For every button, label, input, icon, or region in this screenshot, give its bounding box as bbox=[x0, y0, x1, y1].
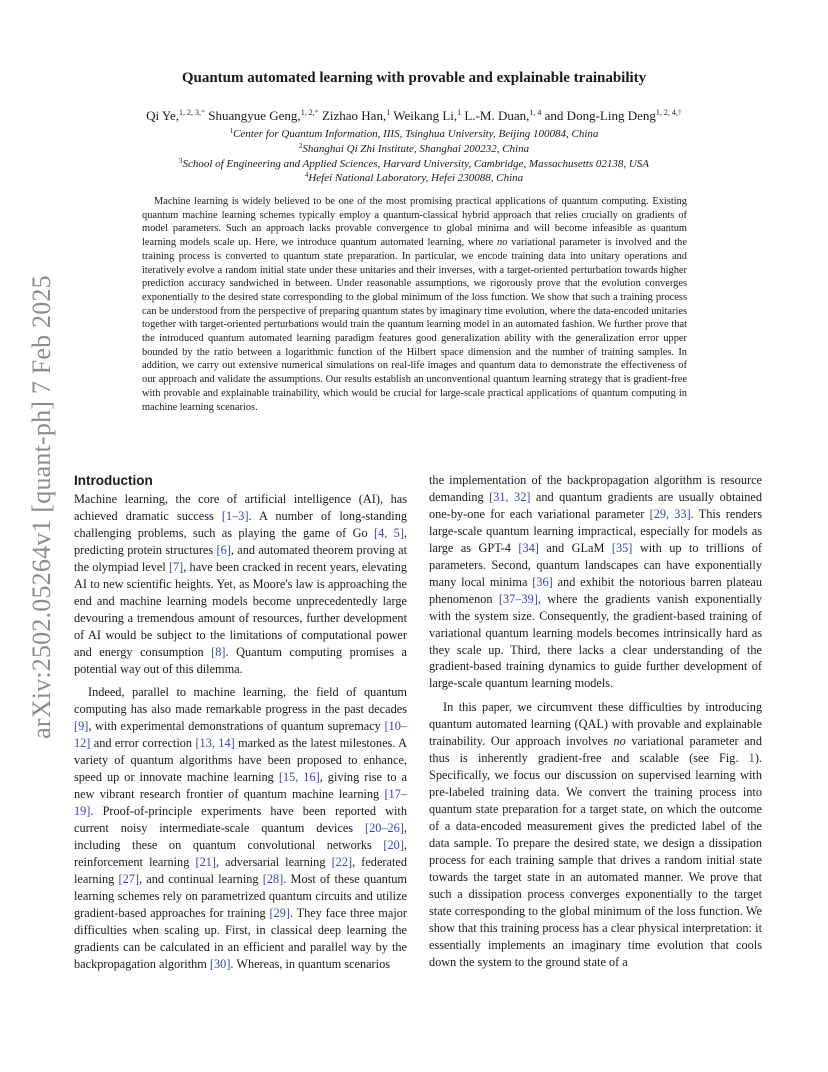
text-run: , giving rise to a new vibrant research frontier of quantum machine learning bbox=[74, 770, 408, 802]
citation-link[interactable]: [9] bbox=[74, 719, 89, 734]
left-column bbox=[74, 472, 407, 973]
text-run: , with experimental demonstrations of quantum supremacy bbox=[88, 719, 385, 734]
citation-link[interactable]: [28] bbox=[262, 871, 284, 886]
text-run: , including these on quantum convolutional networks bbox=[74, 821, 407, 853]
text-run: and error correction bbox=[90, 736, 196, 751]
citation-link[interactable]: [37–39] bbox=[498, 591, 538, 606]
text-run: , reinforcement learning bbox=[74, 838, 407, 870]
text-run: Machine learning, the core of artificial intelligence (AI), has achieved dramatic success bbox=[74, 492, 407, 523]
text-run: with up to trillions of parameters. Second, quantum landscapes can have exponentially many local minima bbox=[429, 540, 762, 589]
text-run: Indeed, parallel to machine learning, the field of quantum computing has also made remarkable progress in the past decades bbox=[74, 685, 407, 717]
author: Shuangyue Geng,$^{1, 2,*}$ bbox=[208, 108, 319, 123]
citation-link[interactable]: [34] bbox=[518, 540, 539, 555]
affiliation: $^2$Shanghai Qi Zhi Institute, Shanghai 200232, China bbox=[298, 142, 530, 155]
affiliation: $^3$School of Engineering and Applied Sciences, Harvard University, Cambridge, Massachusetts 02138, USA bbox=[178, 157, 650, 170]
text-run: . Quantum computing promises a potential way out of this dilemma. bbox=[74, 644, 407, 676]
text-run: , adversarial learning bbox=[215, 855, 332, 870]
affiliation: $^1$Center for Quantum Information, IIIS, Tsinghua University, Beijing 100084, China bbox=[229, 127, 599, 140]
paragraph bbox=[74, 684, 407, 972]
text-run: , and continual learning bbox=[139, 871, 263, 886]
text-run: . This renders large-scale quantum learning impractical, especially for models as large as GPT-4 bbox=[429, 506, 762, 555]
arxiv-identifier: arXiv:2502.05264v1 [quant-ph] 7 Feb 2025 bbox=[27, 275, 57, 739]
text-run: , where the gradients vanish exponentially with the system size. Consequently, the gradient-based training of variational quantum learning models becomes intrinsically hard as they scale up. Third, there lacks a clear understanding of the gradient-based training dynamics to guide further development of large-scale quantum learning models. bbox=[429, 591, 762, 691]
text-run: . Most of these quantum learning schemes rely on parametrized quantum circuits and utilize gradient-based approaches for training bbox=[74, 871, 407, 920]
abstract: Machine learning is widely believed to be one of the most promising practical applications of quantum computing. Existing quantum machine learning schemes typically employ a quantum-classical hybrid approach that relies crucially on gradients of model parameters. Such an approach lacks provable convergence to global minima and will become infeasible as quantum learning models scale up. Here, we introduce quantum automated learning, where no variational parameter is involved and the training process is converted to quantum state preparation. In particular, we encode training data into unitary operations and iteratively evolve a random initial state under these unitaries and their inverses, with a target-oriented perturbation towards higher prediction accuracy sandwiched in between. Under reasonable assumptions, we rigorously prove that the evolution converges exponentially to the desired state corresponding to the global minimum of the loss function. We show that such a training process can be understood from the perspective of preparing quantum states by imaginary time evolution, where the data-encoded unitaries together with target-oriented perturbations would train the quantum learning model in an automated fashion. We further prove that the introduced quantum automated learning paradigm features good generalization ability with the generalization error upper bounded by the ratio between a logarithmic function of the Hilbert space dimension and the number of training samples. In addition, we carry out extensive numerical simulations on real-life images and quantum data to demonstrate the effectiveness of our approach and validate the assumptions. Our results establish an unconventional quantum learning strategy that is gradient-free with provable and explainable trainability, which would be crucial for large-scale practical applications of quantum computing in machine learning scenarios. bbox=[142, 196, 687, 413]
text-run: , predicting protein structures bbox=[74, 525, 407, 557]
citation-link[interactable]: [35] bbox=[611, 540, 633, 555]
author: L.-M. Duan,$^{1, 4}$ bbox=[464, 108, 542, 123]
citation-link[interactable]: [22] bbox=[331, 855, 353, 870]
affiliation: $^4$Hefei National Laboratory, Hefei 230088, China bbox=[304, 171, 524, 184]
paragraph bbox=[429, 699, 762, 970]
author: Zizhao Han,$^1$ bbox=[321, 108, 391, 123]
section-heading-introduction: Introduction bbox=[74, 473, 153, 488]
citation-link[interactable]: [1–3] bbox=[221, 508, 249, 523]
citation-link[interactable]: [30] bbox=[209, 956, 231, 971]
footnote-mark[interactable]: * bbox=[201, 108, 205, 117]
citation-link[interactable]: [8] bbox=[211, 644, 226, 659]
author: Weikang Li,$^1$ bbox=[393, 108, 462, 123]
paper-title: Quantum automated learning with provable and explainable trainability bbox=[181, 70, 647, 86]
footnote-mark[interactable]: † bbox=[677, 108, 682, 117]
citation-link[interactable]: [13, 14] bbox=[195, 736, 235, 751]
text-run: and GLaM bbox=[538, 540, 612, 555]
citation-link[interactable]: [29] bbox=[269, 905, 290, 920]
author: Qi Ye,$^{1, 2, 3,*}$ bbox=[146, 108, 205, 123]
citation-link[interactable]: [17–19] bbox=[74, 787, 407, 819]
text-run: , and automated theorem proving at the olympiad level bbox=[74, 542, 407, 574]
text-run: marked as the latest milestones. A variety of quantum algorithms have been proposed to enhance, speed up or innovate machine learning bbox=[74, 736, 407, 785]
citation-link[interactable]: [36] bbox=[532, 574, 553, 589]
citation-link[interactable]: [10–12] bbox=[74, 719, 407, 751]
text-run: variational parameter and thus is inherently gradient-free and scalable (see Fig. bbox=[429, 734, 762, 766]
text-run: and exhibit the notorious barren plateau phenomenon bbox=[429, 574, 762, 606]
author: and Dong-Ling Deng$^{1, 2, 4,\dagger}$ bbox=[544, 108, 682, 123]
citation-link[interactable]: [4, 5] bbox=[374, 525, 404, 540]
author-list bbox=[0, 104, 828, 125]
text-run: . Proof-of-principle experiments have been reported with current noisy intermediate-scale quantum devices bbox=[74, 804, 407, 836]
footnote-mark[interactable]: * bbox=[314, 108, 319, 117]
text-run: , federated learning bbox=[74, 855, 407, 886]
citation-link[interactable]: [7] bbox=[168, 559, 184, 574]
text-run: In this paper, we circumvent these difficulties by introducing quantum automated learning (QAL) with provable and explainable trainability. Our approach involves bbox=[429, 700, 762, 749]
arxiv-side-stamp bbox=[22, 275, 62, 739]
paragraph bbox=[429, 472, 762, 692]
citation-link[interactable]: [21] bbox=[195, 855, 216, 870]
citation-link[interactable]: [6] bbox=[216, 542, 231, 557]
citation-link[interactable]: [29, 33] bbox=[649, 506, 691, 521]
text-run: the implementation of the backpropagation algorithm is resource demanding bbox=[429, 473, 762, 504]
citation-link[interactable]: [31, 32] bbox=[489, 489, 531, 504]
text-run: ). Specifically, we focus our discussion on supervised learning with pre-labeled training data. We convert the training process into quantum state preparation for a target state, on which the outcome of a data-encoded measurement gives the predicted label of the data sample. To prepare the desired state, we design a dissipation process for each training sample that drives a random initial state towards the target state in an automated manner. We prove that such a dissipation process converges exponentially to the target state corresponding to the global minimum of the loss function. We show that this training process has a clear physical interpretation: it essentially implements an imaginary time evolution that cools down the system to the ground state of a bbox=[429, 751, 762, 969]
citation-link[interactable]: 1 bbox=[748, 751, 755, 766]
emphasis: no bbox=[613, 734, 626, 749]
right-column bbox=[429, 472, 762, 971]
paragraph bbox=[74, 491, 407, 677]
text-run: . A number of long-standing challenging problems, such as playing the game of Go bbox=[74, 508, 407, 540]
text-run: . Whereas, in quantum scenarios bbox=[230, 956, 391, 971]
citation-link[interactable]: [27] bbox=[118, 871, 140, 886]
citation-link[interactable]: [15, 16] bbox=[278, 770, 320, 785]
text-run: , have been cracked in recent years, elevating AI to new scientific heights. Yet, as Moore's law is approaching the end and machine learning models become unprecedentedly large devouring a tremendous amount of resources, further development of AI would be subject to the limitations of computational power and energy consumption bbox=[74, 559, 407, 659]
text-run: . They face three major difficulties when scaling up. First, in classical deep learning the gradients can be calculated in an efficient and parallel way by the backpropagation algorithm bbox=[74, 905, 407, 971]
text-run: and quantum gradients are usually obtained one-by-one for each variational parameter bbox=[429, 489, 762, 521]
citation-link[interactable]: [20] bbox=[383, 838, 404, 853]
citation-link[interactable]: [20–26] bbox=[364, 821, 404, 836]
